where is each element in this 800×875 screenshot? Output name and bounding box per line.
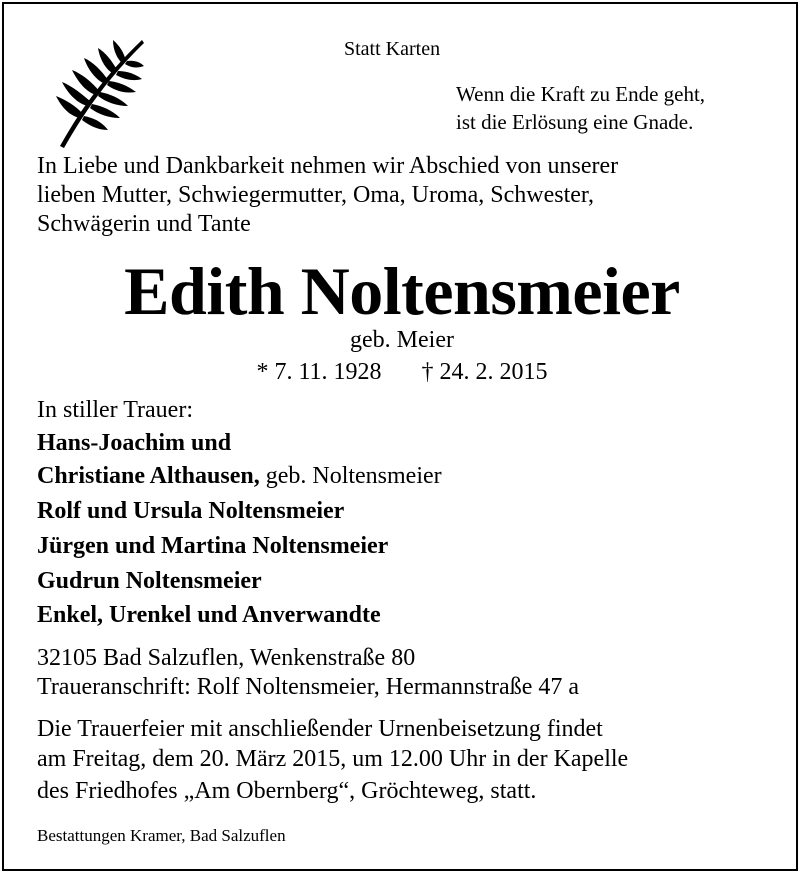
mourner-name: Enkel, Urenkel und Anverwandte xyxy=(37,602,381,628)
mourner-name: Hans-Joachim und xyxy=(37,430,232,456)
mourner-name: Rolf und Ursula Noltensmeier xyxy=(37,498,345,524)
mourner-line xyxy=(37,602,381,629)
birth-date: * 7. 11. 1928 xyxy=(256,359,382,385)
mourner-name: Gudrun Noltensmeier xyxy=(37,568,262,594)
mourner-line xyxy=(37,430,231,457)
mourner-name: Christiane Althausen, xyxy=(37,463,260,489)
intro-line: Schwägerin und Tante xyxy=(37,211,251,237)
mourner-line xyxy=(37,463,442,490)
motto-line: ist die Erlösung eine Gnade. xyxy=(456,110,694,134)
mourner-note: geb. Noltensmeier xyxy=(259,463,442,489)
mourner-name: Jürgen und Martina Noltensmeier xyxy=(37,533,389,559)
mourner-line xyxy=(37,498,344,525)
obituary-notice xyxy=(2,2,798,871)
deceased-name: Edith Noltensmeier xyxy=(124,253,680,329)
death-date: † 24. 2. 2015 xyxy=(421,359,548,385)
undertaker-credit: Bestattungen Kramer, Bad Salzuflen xyxy=(37,826,286,845)
service-line: am Freitag, dem 20. März 2015, um 12.00 Uhr in der Kapelle xyxy=(37,746,629,772)
intro-line: lieben Mutter, Schwiegermutter, Oma, Uroma, Schwester, xyxy=(37,182,594,208)
mourner-line xyxy=(37,533,388,560)
motto-line: Wenn die Kraft zu Ende geht, xyxy=(456,82,706,106)
notice-heading: Statt Karten xyxy=(344,38,441,60)
life-dates xyxy=(4,359,800,386)
mourner-line xyxy=(37,568,262,595)
mourning-label: In stiller Trauer: xyxy=(37,397,193,423)
palm-branch-icon xyxy=(50,34,146,150)
mourning-address: Traueranschrift: Rolf Noltensmeier, Hermannstraße 47 a xyxy=(37,674,579,700)
service-line: des Friedhofes „Am Obernberg“, Gröchteweg, statt. xyxy=(37,778,537,804)
service-line: Die Trauerfeier mit anschließender Urnenbeisetzung findet xyxy=(37,716,603,742)
family-address: 32105 Bad Salzuflen, Wenkenstraße 80 xyxy=(37,645,416,671)
birth-name: geb. Meier xyxy=(350,327,454,353)
intro-line: In Liebe und Dankbarkeit nehmen wir Abschied von unserer xyxy=(37,153,619,179)
